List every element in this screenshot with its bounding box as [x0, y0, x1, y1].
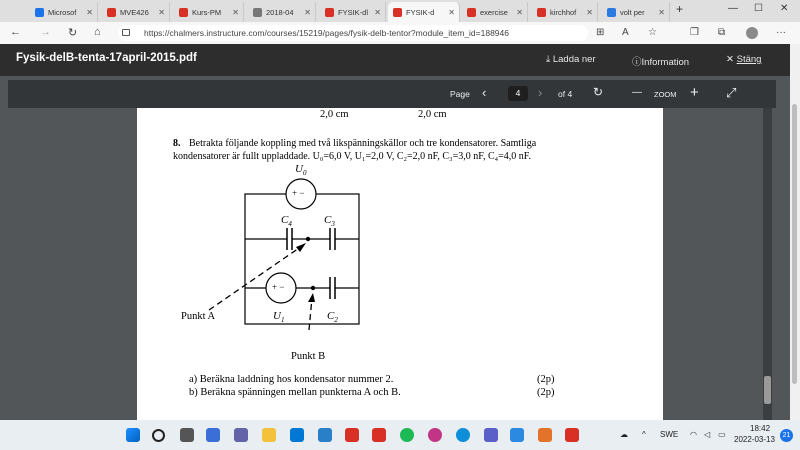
tab-label: FYSIK-dl [338, 7, 369, 17]
close-icon[interactable]: ✕ [158, 7, 165, 17]
prev-page-icon[interactable]: ‹ [482, 85, 487, 100]
pdf-scrollbar[interactable] [763, 108, 772, 420]
close-icon[interactable]: ✕ [658, 7, 665, 17]
home-icon[interactable]: ⌂ [94, 26, 101, 38]
label-subscript: 3 [331, 220, 335, 229]
next-page-icon[interactable]: › [538, 85, 543, 100]
store-icon[interactable] [290, 428, 304, 442]
close-icon[interactable]: ✕ [448, 7, 455, 17]
more-menu-icon[interactable]: ··· [776, 27, 786, 38]
polarity-label: + − [272, 282, 285, 292]
gmail-icon[interactable] [565, 428, 579, 442]
label-subscript: 0 [302, 169, 307, 178]
dimension-label: 2,0 cm [418, 109, 447, 120]
tab-label: volt per [620, 7, 645, 17]
scrollbar-thumb[interactable] [764, 376, 771, 404]
teams-chat-icon[interactable] [234, 428, 248, 442]
points-a: (2p) [537, 374, 555, 385]
tab-favicon [393, 8, 402, 17]
file-preview-header [0, 44, 790, 76]
tab-label: MVE426 [120, 7, 149, 17]
zoom-in-button[interactable]: + [690, 84, 699, 101]
arrow-point-b [309, 298, 312, 330]
extensions-icon[interactable]: ⧉ [718, 27, 726, 38]
question-number: 8. [173, 138, 181, 149]
tab-favicon [253, 8, 262, 17]
new-tab-icon[interactable]: + [676, 2, 684, 16]
tab-6-active[interactable] [388, 2, 460, 22]
close-icon[interactable]: ✕ [304, 7, 311, 17]
notification-badge[interactable]: 21 [780, 429, 793, 442]
page-label: Page [450, 89, 470, 99]
arrowhead [308, 293, 315, 302]
tab-label: FYSIK-d [406, 7, 435, 17]
tab-label: Microsof [48, 7, 77, 17]
windows-taskbar [0, 420, 800, 450]
url-field[interactable]: https://chalmers.instructure.com/courses/15219/pages/fysik-delb-tentor?module_item_id=188946 [118, 25, 588, 41]
matlab-icon[interactable] [538, 428, 552, 442]
download-button[interactable] [546, 54, 596, 65]
rotate-icon[interactable]: ↻ [593, 85, 604, 99]
collections-icon[interactable]: ❐ [690, 27, 699, 38]
subquestion-b: b) Beräkna spänningen mellan punkterna A och B. [189, 387, 401, 398]
close-icon[interactable]: ✕ [374, 7, 381, 17]
label-u1 [273, 310, 284, 324]
page-number-input[interactable]: 4 [508, 86, 528, 101]
app-l-icon[interactable] [318, 428, 332, 442]
label-c2 [327, 310, 338, 324]
close-icon[interactable]: ✕ [516, 7, 523, 17]
tab-2[interactable] [102, 2, 170, 22]
tab-label: kirchhof [550, 7, 577, 17]
close-preview-button[interactable] [726, 54, 761, 65]
label-text: C [324, 214, 332, 226]
label-subscript: 2 [334, 316, 338, 325]
label-subscript: 1 [280, 316, 285, 325]
node-point-a [306, 237, 310, 241]
info-icon: ⓘ [632, 57, 642, 68]
clock-date[interactable]: 2022-03-13 [734, 435, 775, 444]
label-c3 [324, 214, 335, 228]
pdf-viewer [0, 76, 790, 420]
node-point-b [311, 286, 315, 290]
question-text: kondensatorer är fullt uppladdade. U₀=6,0 V, U₁=2,0 V, C₂=2,0 nF, C₃=3,0 nF, C₄=4,0 nF. [173, 151, 532, 162]
tab-favicon [467, 8, 476, 17]
file-explorer-icon[interactable] [262, 428, 276, 442]
browser-address-bar [0, 22, 800, 44]
tab-favicon [35, 8, 44, 17]
back-icon[interactable]: ← [10, 26, 21, 38]
gmail-icon[interactable] [345, 428, 359, 442]
close-icon[interactable]: ✕ [232, 7, 239, 17]
app-icon[interactable] [510, 428, 524, 442]
label-u0 [295, 163, 306, 177]
start-icon[interactable] [126, 428, 140, 442]
wifi-icon[interactable]: ◠ [690, 430, 697, 439]
information-button[interactable] [632, 54, 689, 68]
task-view-icon[interactable] [180, 428, 194, 442]
label-subscript: 4 [288, 220, 292, 229]
tab-label: 2018-04 [266, 7, 294, 17]
download-label: Ladda ner [552, 54, 596, 65]
tab-favicon [607, 8, 616, 17]
subquestion-a: a) Beräkna laddning hos kondensator nummer 2. [189, 374, 394, 385]
zoom-out-button[interactable]: — [632, 87, 642, 98]
label-point-a: Punkt A [181, 311, 216, 322]
tab-1[interactable] [30, 2, 98, 22]
clock-time[interactable]: 18:42 [750, 424, 771, 433]
close-window-icon[interactable]: ✕ [780, 3, 789, 14]
tab-7[interactable] [462, 2, 528, 22]
label-text: C [327, 310, 335, 322]
teams-icon[interactable] [484, 428, 498, 442]
download-icon: ⤓ [546, 54, 551, 65]
outer-loop-wire [245, 194, 359, 324]
spotify-icon[interactable] [400, 428, 414, 442]
browser-tab-bar [0, 0, 800, 22]
read-aloud-icon[interactable]: A [622, 27, 629, 38]
pdf-toolbar [8, 80, 776, 108]
fullscreen-icon[interactable]: ⤢ [726, 85, 737, 100]
document-title: Fysik-delB-tenta-17april-2015.pdf [16, 52, 197, 64]
polarity-label: + − [292, 188, 305, 198]
close-label: Stäng [736, 54, 762, 65]
tab-label: Kurs-PM [192, 7, 222, 17]
label-point-b: Punkt B [291, 351, 326, 362]
label-text: U [273, 310, 281, 322]
chevron-up-icon[interactable]: ^ [642, 430, 646, 439]
tab-4[interactable] [248, 2, 316, 22]
forward-icon[interactable]: → [40, 26, 51, 38]
avatar[interactable] [746, 27, 758, 39]
tab-3[interactable] [174, 2, 244, 22]
volume-icon[interactable]: ◁ [704, 430, 711, 439]
label-text: C [281, 214, 289, 226]
weather-icon[interactable]: ☁ [620, 430, 628, 439]
close-icon: ✕ [726, 54, 734, 65]
favorite-icon[interactable]: ☆ [648, 27, 657, 38]
messenger-icon[interactable] [428, 428, 442, 442]
tab-9[interactable] [602, 2, 670, 22]
tab-favicon [179, 8, 188, 17]
apps-icon[interactable]: ⊞ [596, 27, 605, 38]
language-indicator[interactable]: SWE [660, 430, 679, 439]
search-icon[interactable] [152, 429, 165, 442]
dimension-label: 2,0 cm [320, 109, 349, 120]
points-b: (2p) [537, 387, 555, 398]
lock-icon [122, 29, 130, 36]
mail-icon[interactable] [372, 428, 386, 442]
tab-8[interactable] [532, 2, 598, 22]
edge-icon[interactable] [456, 428, 470, 442]
pdf-page [137, 108, 663, 420]
label-c4 [281, 214, 292, 228]
page-scrollbar[interactable] [790, 44, 800, 420]
refresh-icon[interactable]: ↻ [68, 27, 78, 39]
tab-label: exercise [480, 7, 508, 17]
tab-favicon [107, 8, 116, 17]
tab-favicon [537, 8, 546, 17]
close-icon[interactable]: ✕ [86, 7, 93, 17]
widgets-icon[interactable] [206, 428, 220, 442]
page-total: of 4 [558, 89, 573, 99]
question-text: Betrakta följande koppling med två likspänningskällor och tre kondensatorer. Samtliga [189, 138, 537, 149]
close-icon[interactable]: ✕ [586, 7, 593, 17]
label-text: U [295, 163, 303, 175]
maximize-icon[interactable]: ☐ [754, 3, 763, 14]
tab-5[interactable] [320, 2, 386, 22]
zoom-label: ZOOM [654, 90, 677, 99]
information-label: Information [641, 57, 690, 68]
battery-icon[interactable]: ▭ [718, 430, 726, 439]
arrowhead [296, 243, 306, 252]
tab-favicon [325, 8, 334, 17]
minimize-icon[interactable]: — [728, 3, 738, 14]
scrollbar-thumb[interactable] [792, 104, 797, 384]
